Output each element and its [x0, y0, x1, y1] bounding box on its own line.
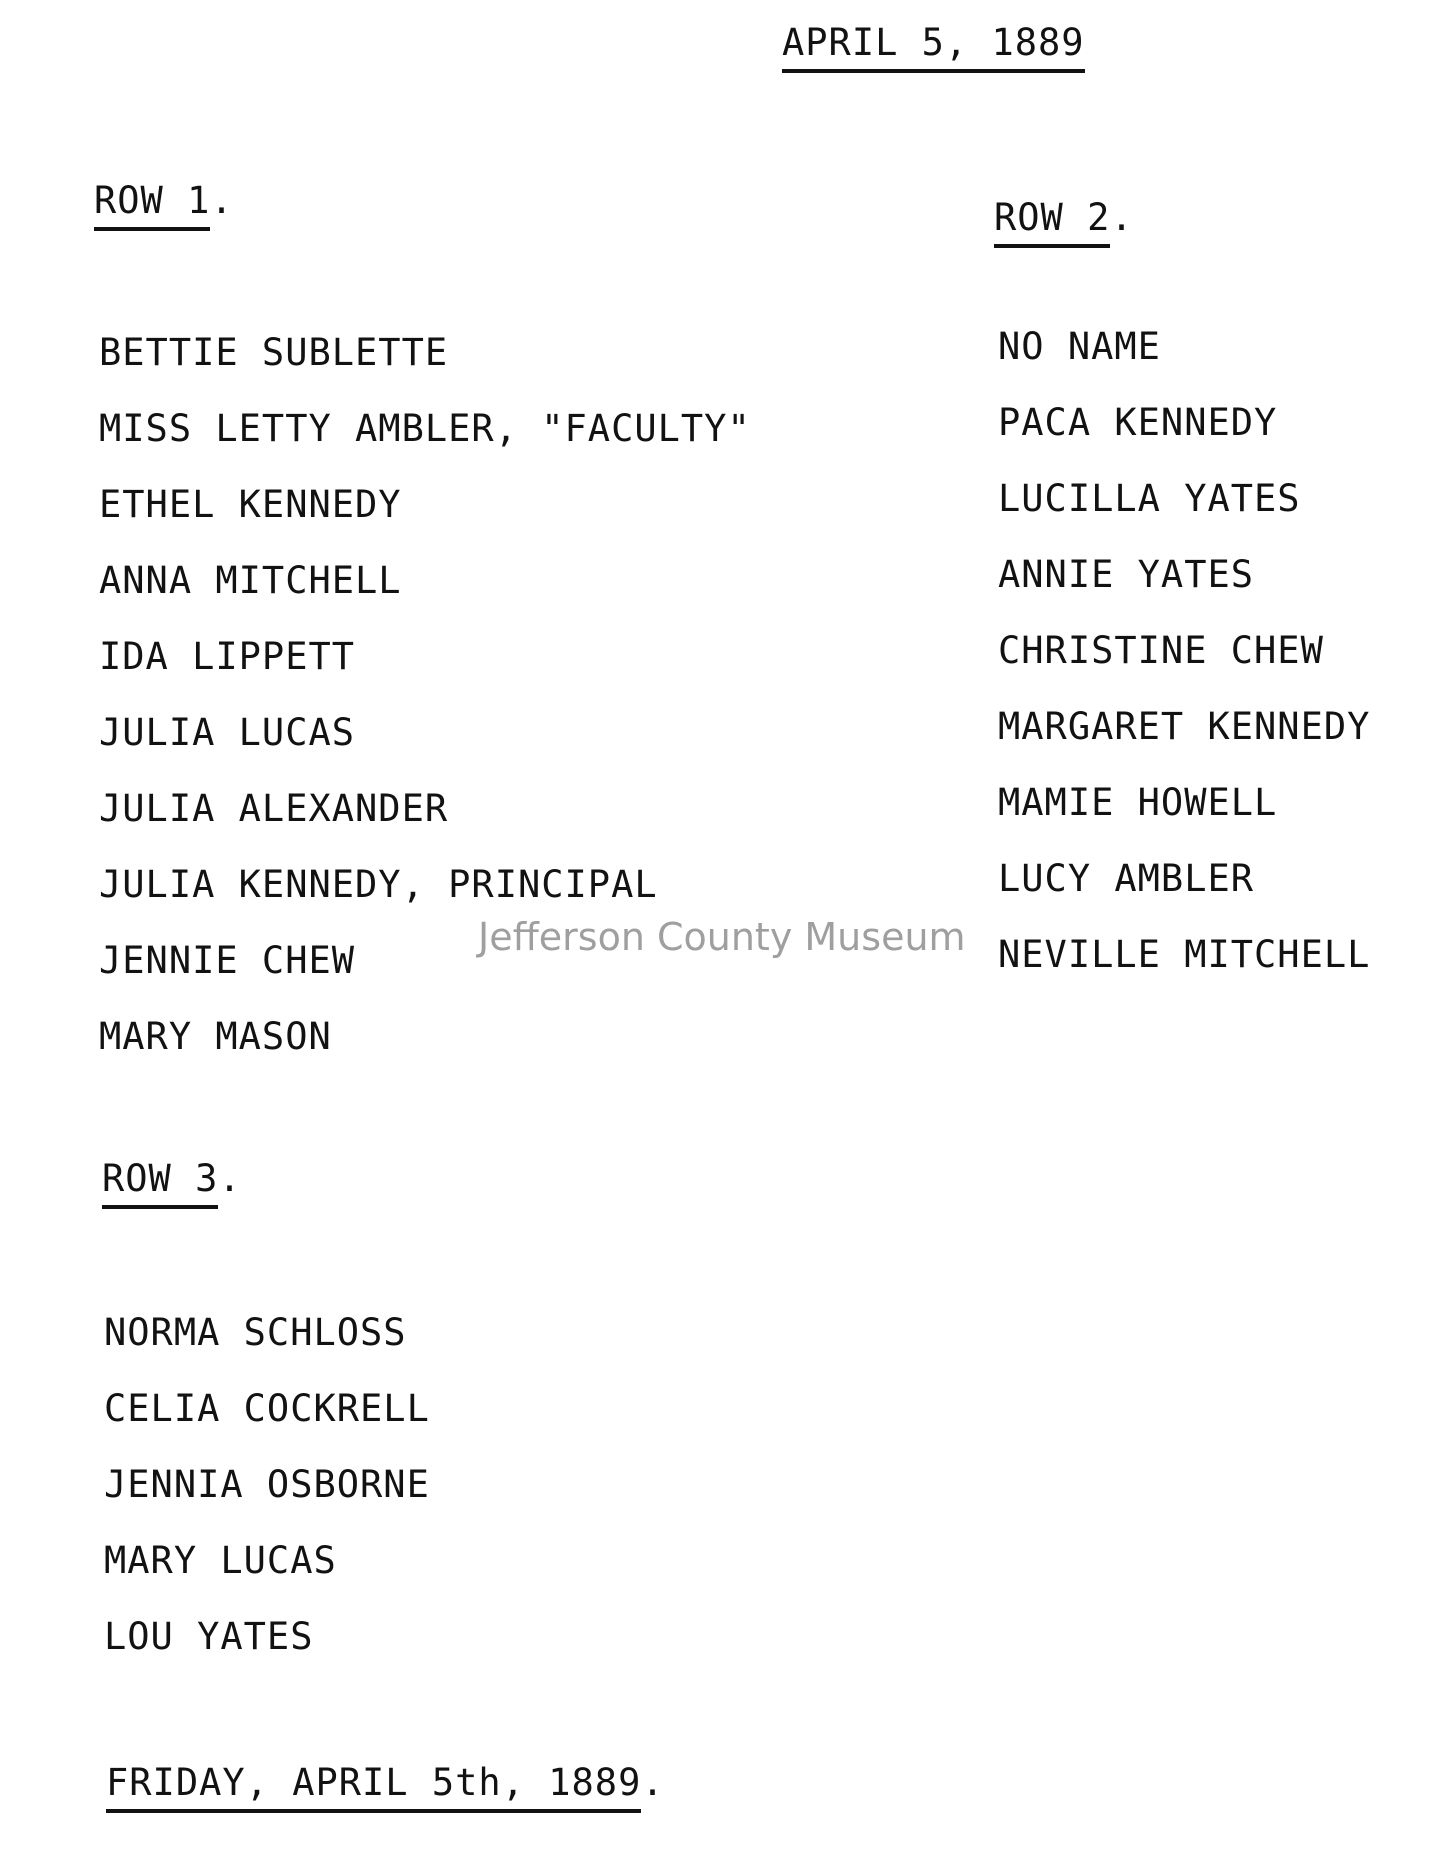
- date-heading-text: APRIL 5, 1889: [782, 24, 1085, 73]
- museum-watermark: Jefferson County Museum: [478, 915, 966, 959]
- footer-date-text: FRIDAY, APRIL 5th, 1889: [106, 1764, 641, 1813]
- row1-name: JENNIE CHEW: [99, 939, 356, 982]
- row2-name: LUCILLA YATES: [998, 477, 1301, 520]
- row2-heading-period: .: [1110, 196, 1134, 239]
- row1-name: JULIA ALEXANDER: [99, 787, 449, 830]
- row1-heading-label: ROW 1: [94, 182, 210, 231]
- row2-name: NO NAME: [998, 325, 1161, 368]
- row2-heading-label: ROW 2: [994, 199, 1110, 248]
- row3-name: JENNIA OSBORNE: [104, 1463, 430, 1506]
- row1-heading: [94, 179, 234, 231]
- row2-heading: [994, 196, 1134, 248]
- row2-name: NEVILLE MITCHELL: [998, 933, 1371, 976]
- row1-name: IDA LIPPETT: [99, 635, 356, 678]
- row1-name-list: [99, 331, 751, 1094]
- row1-name: JULIA LUCAS: [99, 711, 356, 754]
- row3-heading-period: .: [218, 1157, 242, 1200]
- row3-heading-label: ROW 3: [102, 1160, 218, 1209]
- row1-heading-period: .: [210, 179, 234, 222]
- row2-name: PACA KENNEDY: [998, 401, 1278, 444]
- row1-name: MARY MASON: [99, 1015, 332, 1058]
- row1-name: ANNA MITCHELL: [99, 559, 402, 602]
- row2-name: LUCY AMBLER: [998, 857, 1255, 900]
- row2-name: MAMIE HOWELL: [998, 781, 1278, 824]
- row2-name: CHRISTINE CHEW: [998, 629, 1324, 672]
- row3-name: LOU YATES: [104, 1615, 314, 1658]
- row1-name: JULIA KENNEDY, PRINCIPAL: [99, 863, 658, 906]
- row3-name-list: [104, 1311, 430, 1694]
- row2-name: MARGARET KENNEDY: [998, 705, 1371, 748]
- date-heading: [782, 21, 1085, 73]
- row3-name: CELIA COCKRELL: [104, 1387, 430, 1430]
- row1-name: BETTIE SUBLETTE: [99, 331, 449, 374]
- footer-date-period: .: [641, 1761, 665, 1804]
- row1-name: ETHEL KENNEDY: [99, 483, 402, 526]
- row2-name-list: [998, 325, 1371, 1012]
- row1-name: MISS LETTY AMBLER, "FACULTY": [99, 407, 751, 450]
- row3-heading: [102, 1157, 242, 1209]
- row3-name: MARY LUCAS: [104, 1539, 337, 1582]
- footer-date: [106, 1761, 665, 1813]
- row2-name: ANNIE YATES: [998, 553, 1255, 596]
- row3-name: NORMA SCHLOSS: [104, 1311, 407, 1354]
